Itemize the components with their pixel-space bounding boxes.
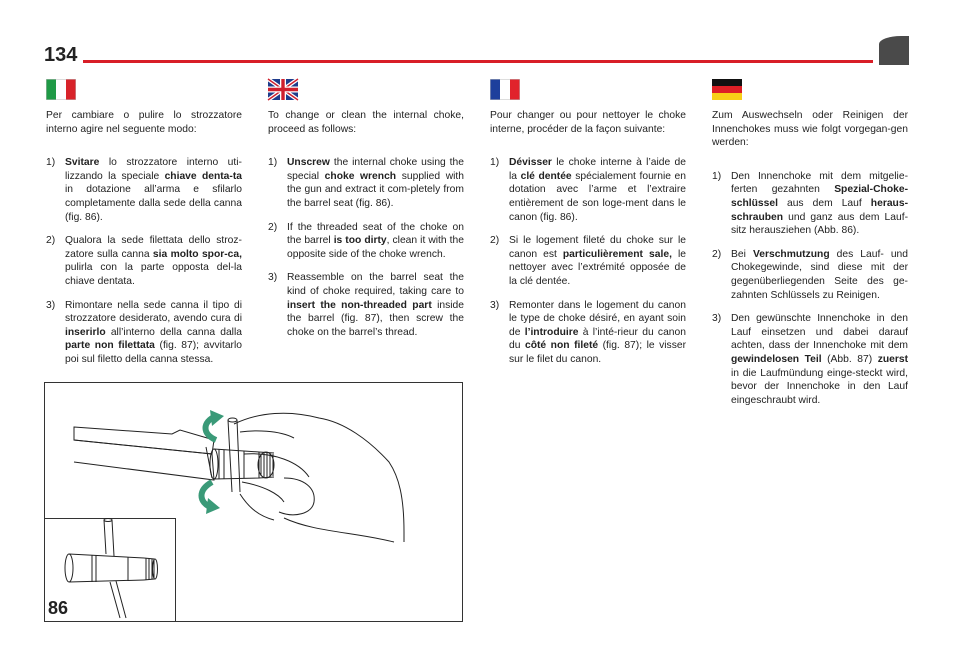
step-emphasis: l’introduire: [524, 326, 579, 338]
step-text: le nettoyer avec l’extrémité opposée de la clé dentée.: [509, 248, 686, 287]
germany-flag: [712, 79, 742, 100]
english-column: [268, 109, 464, 349]
header-rule: [83, 60, 873, 63]
french-column: [490, 109, 686, 377]
page-number: 134: [44, 44, 78, 66]
step-item: [712, 248, 908, 302]
step-emphasis: côté non fileté: [524, 340, 599, 352]
barrel-body: [74, 440, 214, 480]
step-item: [712, 170, 908, 238]
step-text: , clean it with the opposite side of the choke wrench.: [287, 235, 464, 260]
chapter-tab: [879, 36, 909, 65]
step-item: [46, 156, 242, 224]
step-number: 1): [490, 157, 500, 169]
step-emphasis: Svitare: [65, 157, 100, 169]
step-text: pulirla con la parte opposta del-la chiave dentata.: [65, 262, 242, 287]
german-intro: Zum Auswechseln oder Reinigen der Innenchokes muss wie folgt vorgegan-gen werden:: [712, 110, 908, 149]
step-text: (fig. 87); avvitarlo poi sul filetto della canna stessa.: [65, 340, 242, 365]
step-text: Den gewünschte Innenchoke in den Lauf einsetzen und dabei darauf achten, dass der Innenchoke mit dem: [731, 313, 908, 352]
step-emphasis: choke wrench: [324, 170, 397, 182]
step-text: Reassemble on the barrel seat the kind of choke required, taking care to: [287, 272, 464, 297]
step-emphasis: Dévisser: [509, 157, 552, 169]
step-text: in die Laufmündung einge-steckt wird, bevor der Innenchoke in den Lauf eingeschraubt wird.: [731, 367, 908, 406]
step-item: [712, 312, 908, 407]
step-number: 1): [46, 157, 56, 169]
step-number: 3): [46, 299, 56, 311]
france-flag: [490, 79, 520, 100]
step-item: [268, 271, 464, 339]
step-text: à l’inté-rieur du canon du: [509, 326, 686, 352]
barrel-rib: [74, 427, 214, 454]
step-emphasis: zuerst: [877, 353, 909, 365]
step-item: [268, 156, 464, 210]
step-text: Si le logement fileté du choke sur le canon est: [509, 235, 686, 260]
step-text: supplied with the gun and extract it com-pletely from the barrel seat (fig. 86).: [287, 170, 465, 209]
step-text: the internal choke using the special: [287, 157, 464, 182]
step-text: Remonter dans le logement du canon le type de choke désiré, en ayant soin de: [509, 299, 686, 338]
step-emphasis: insert the non-threaded part: [287, 299, 432, 311]
step-text: (fig. 87); le visser sur le filet du canon.: [509, 340, 686, 365]
step-text: und ganz aus dem Lauf-sitz herausziehen (Abb. 86).: [731, 211, 908, 237]
step-emphasis: gewindelosen Teil: [731, 353, 822, 365]
step-emphasis: parte non filettata: [65, 340, 155, 352]
german-column: [712, 109, 908, 417]
italian-column: [46, 109, 242, 377]
step-text: inside the barrel (fig. 87), then screw the choke on the barrel’s thread.: [287, 299, 464, 338]
french-intro: Pour changer ou pour nettoyer le choke interne, procéder de la façon suivante:: [490, 110, 686, 135]
italian-intro: Per cambiare o pulire lo strozzatore interno agire nel seguente modo:: [46, 110, 242, 135]
step-number: 2): [712, 248, 722, 260]
step-item: [46, 299, 242, 367]
english-steps: [268, 156, 464, 339]
step-emphasis: inserirlo: [65, 326, 106, 338]
step-text: lo strozzatore interno uti-lizzando la speciale: [65, 157, 242, 182]
step-number: 1): [268, 157, 278, 169]
step-emphasis: particulièrement sale,: [562, 248, 672, 260]
step-text: in dotazione all’arma e sfilarlo completamente dalla sede della canna (fig. 86).: [65, 184, 242, 223]
step-item: [490, 234, 686, 288]
step-item: [490, 299, 686, 367]
step-text: Rimontare nella sede canna il tipo di strozzatore desiderato, avendo cura di: [65, 299, 242, 325]
step-emphasis: sia molto spor-ca,: [152, 248, 242, 260]
step-number: 3): [490, 299, 500, 311]
step-number: 3): [268, 272, 278, 284]
step-text: aus dem Lauf: [777, 197, 871, 209]
step-emphasis: Verschmutzung: [752, 248, 830, 260]
figure-number: 86: [48, 598, 69, 618]
step-number: 2): [46, 235, 56, 247]
step-text: If the threaded seat of the choke on the barrel: [287, 221, 464, 247]
step-text: all’interno della canna dalla: [105, 326, 242, 338]
step-item: [46, 234, 242, 288]
step-number: 3): [712, 313, 722, 325]
uk-flag: [268, 79, 298, 100]
step-text: des Lauf- und Chokegewinde, sind diese mit der gegenüberliegenden Seite des ge-zahnten Schlüssels zu Reinigen.: [731, 248, 908, 301]
step-text: Qualora la sede filettata dello stroz-zatore sulla canna: [65, 235, 242, 260]
step-emphasis: is too dirty: [333, 235, 387, 247]
step-number: 2): [490, 235, 500, 247]
step-item: [490, 156, 686, 224]
step-text: Bei: [731, 248, 753, 260]
step-text: (Abb. 87): [821, 353, 878, 365]
italy-flag: [46, 79, 76, 100]
french-steps: [490, 156, 686, 366]
step-emphasis: Spezial-Choke-schlüssel: [731, 184, 908, 209]
step-emphasis: Unscrew: [287, 157, 330, 169]
step-emphasis: chiave denta-ta: [164, 170, 242, 182]
step-text: spécialement fournie en dotation avec l’arme et l’extraire entièrement de son loge-ment dans le canon (fig. 86).: [509, 170, 686, 223]
step-emphasis: clé dentée: [520, 170, 572, 182]
step-item: [268, 221, 464, 262]
german-steps: [712, 170, 908, 408]
step-emphasis: heraus-schrauben: [731, 197, 908, 223]
step-number: 2): [268, 221, 278, 233]
english-intro: To change or clean the internal choke, proceed as follows:: [268, 110, 464, 135]
step-number: 1): [712, 170, 722, 182]
italian-steps: [46, 156, 242, 366]
step-text: le choke interne à l’aide de la: [509, 157, 686, 182]
step-text: Den Innenchoke mit dem mitgelie-ferten gezahnten: [731, 170, 908, 196]
